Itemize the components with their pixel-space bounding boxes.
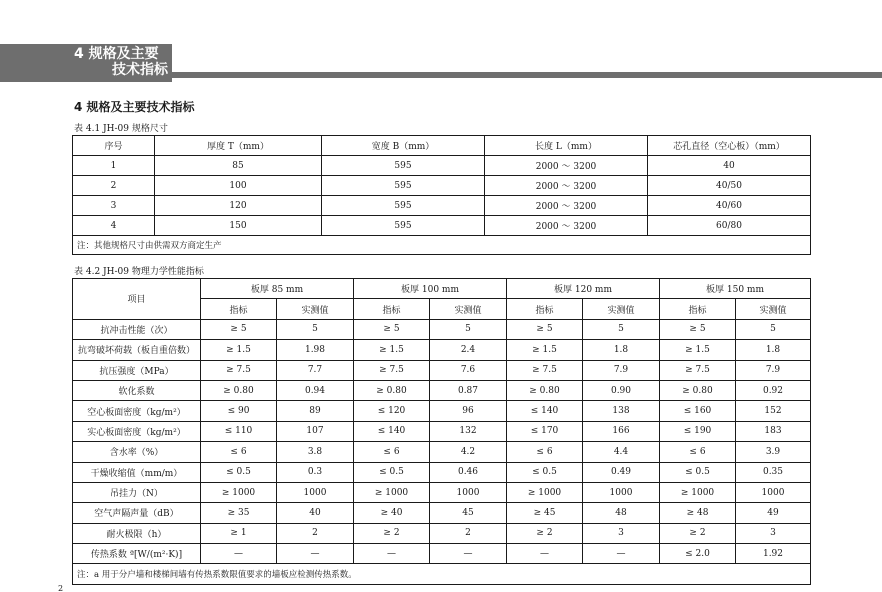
- table2-item-label: 空心板面密度（kg/m²）: [73, 401, 201, 421]
- table-cell: 4: [73, 216, 155, 236]
- table-cell: 107: [277, 421, 354, 441]
- table-cell: ≥ 1.5: [660, 340, 736, 360]
- table2-item-label: 干燥收缩值（mm/m）: [73, 462, 201, 482]
- table2-group-row: [73, 279, 811, 299]
- table-cell: 132: [430, 421, 507, 441]
- table-cell: ≤ 140: [354, 421, 430, 441]
- table-cell: 183: [736, 421, 811, 441]
- table-cell: ≥ 5: [507, 319, 583, 339]
- table-cell: 5: [277, 319, 354, 339]
- table-cell: 3.8: [277, 442, 354, 462]
- table-cell: —: [277, 544, 354, 564]
- table-cell: 120: [155, 196, 322, 216]
- table2-row: [73, 544, 811, 564]
- table-cell: ≤ 120: [354, 401, 430, 421]
- table2-item-label: 含水率（%）: [73, 442, 201, 462]
- table-cell: 1.8: [736, 340, 811, 360]
- table-cell: ≥ 2: [507, 523, 583, 543]
- table1-row: [73, 156, 811, 176]
- table-cell: ≥ 45: [507, 503, 583, 523]
- table-cell: 0.90: [583, 380, 660, 400]
- chapter-title-line1: 4 规格及主要: [74, 46, 159, 62]
- table-cell: 0.87: [430, 380, 507, 400]
- table-cell: ≤ 190: [660, 421, 736, 441]
- table-cell: 1000: [583, 482, 660, 502]
- chapter-title: [74, 46, 168, 78]
- table-cell: 5: [736, 319, 811, 339]
- table2-row: [73, 421, 811, 441]
- table-cell: ≥ 35: [201, 503, 277, 523]
- table-cell: 2: [277, 523, 354, 543]
- table-cell: ≥ 0.80: [507, 380, 583, 400]
- table-cell: ≤ 110: [201, 421, 277, 441]
- table1-header-cell: 厚度 T（mm）: [155, 136, 322, 156]
- table-cell: 4.4: [583, 442, 660, 462]
- table2-sub-header: 指标: [507, 299, 583, 319]
- table-cell: —: [430, 544, 507, 564]
- table-cell: ≤ 0.5: [201, 462, 277, 482]
- table-cell: 2.4: [430, 340, 507, 360]
- table-cell: 2000 ～ 3200: [485, 156, 648, 176]
- table-cell: 89: [277, 401, 354, 421]
- table2-note: 注：a 用于分户墙和楼梯间墙有传热系数限值要求的墙板应检测传热系数。: [73, 564, 811, 584]
- table-cell: 1000: [430, 482, 507, 502]
- table2-item-label: 抗冲击性能（次）: [73, 319, 201, 339]
- table-cell: 2000 ～ 3200: [485, 196, 648, 216]
- table-cell: 1000: [736, 482, 811, 502]
- table2-row: [73, 360, 811, 380]
- table2-item-label: 抗压强度（MPa）: [73, 360, 201, 380]
- table-cell: ≤ 170: [507, 421, 583, 441]
- table-cell: ≥ 0.80: [354, 380, 430, 400]
- table2-item-label: 传热系数 ª[W/(m²·K)]: [73, 544, 201, 564]
- table2-row: [73, 340, 811, 360]
- table-cell: 40: [648, 156, 811, 176]
- table2-group-header: 板厚 100 mm: [354, 279, 507, 299]
- table2-item-label: 吊挂力（N）: [73, 482, 201, 502]
- table1-header-cell: 序号: [73, 136, 155, 156]
- table1-note: 注：其他规格尺寸由供需双方商定生产: [73, 236, 811, 255]
- table2-sub-header: 实测值: [430, 299, 507, 319]
- table2-sub-header: 实测值: [277, 299, 354, 319]
- table-cell: ≥ 1.5: [354, 340, 430, 360]
- table-cell: ≥ 7.5: [660, 360, 736, 380]
- table-cell: 3: [73, 196, 155, 216]
- table-cell: ≥ 1000: [201, 482, 277, 502]
- chapter-title-line2: 技术指标: [112, 62, 168, 78]
- table-cell: 48: [583, 503, 660, 523]
- table-cell: 49: [736, 503, 811, 523]
- table-cell: 595: [322, 196, 485, 216]
- table2-row: [73, 380, 811, 400]
- table-cell: 96: [430, 401, 507, 421]
- table-cell: 5: [430, 319, 507, 339]
- table-cell: —: [201, 544, 277, 564]
- table-cell: 3.9: [736, 442, 811, 462]
- section-title: 4 规格及主要技术指标: [74, 100, 195, 114]
- table-cell: ≥ 5: [201, 319, 277, 339]
- table2-row: [73, 401, 811, 421]
- table-cell: ≥ 1000: [354, 482, 430, 502]
- table-cell: ≤ 2.0: [660, 544, 736, 564]
- table-cell: 100: [155, 176, 322, 196]
- table-cell: 1.98: [277, 340, 354, 360]
- table-cell: 1.92: [736, 544, 811, 564]
- table1-header-cell: 宽度 B（mm）: [322, 136, 485, 156]
- table-cell: ≤ 6: [354, 442, 430, 462]
- table-cell: ≥ 0.80: [201, 380, 277, 400]
- table-cell: 595: [322, 176, 485, 196]
- table2-group-header: 板厚 150 mm: [660, 279, 811, 299]
- table-cell: 166: [583, 421, 660, 441]
- table-cell: 7.9: [583, 360, 660, 380]
- table2-row: [73, 319, 811, 339]
- table1-row: [73, 196, 811, 216]
- table2-row: [73, 523, 811, 543]
- table-cell: 1.8: [583, 340, 660, 360]
- page-number: 2: [58, 584, 64, 592]
- table-cell: 2: [73, 176, 155, 196]
- table-cell: 40/60: [648, 196, 811, 216]
- table-cell: 7.6: [430, 360, 507, 380]
- table-cell: 40/50: [648, 176, 811, 196]
- table2-item-label: 空气声隔声量（dB）: [73, 503, 201, 523]
- table-cell: ≥ 48: [660, 503, 736, 523]
- table-cell: 595: [322, 156, 485, 176]
- table-cell: 60/80: [648, 216, 811, 236]
- table-cell: ≥ 7.5: [507, 360, 583, 380]
- table-cell: —: [583, 544, 660, 564]
- table-cell: 0.94: [277, 380, 354, 400]
- table-cell: 40: [277, 503, 354, 523]
- table2-group-header: 板厚 120 mm: [507, 279, 660, 299]
- table-cell: 0.35: [736, 462, 811, 482]
- table-cell: ≤ 6: [507, 442, 583, 462]
- table-cell: 2000 ～ 3200: [485, 176, 648, 196]
- table-cell: 595: [322, 216, 485, 236]
- table1-caption: 表 4.1 JH-09 规格尺寸: [74, 124, 168, 134]
- table-cell: ≤ 6: [201, 442, 277, 462]
- table1-header-row: [73, 136, 811, 156]
- table2-row: [73, 442, 811, 462]
- table-cell: ≥ 1.5: [507, 340, 583, 360]
- table1-header-cell: 长度 L（mm）: [485, 136, 648, 156]
- table2-item-label: 抗弯破坏荷载（板自重倍数）: [73, 340, 201, 360]
- table2-group-header: 板厚 85 mm: [201, 279, 354, 299]
- table-cell: ≤ 160: [660, 401, 736, 421]
- table2-sub-header: 指标: [660, 299, 736, 319]
- table-cell: 0.46: [430, 462, 507, 482]
- table-cell: 0.3: [277, 462, 354, 482]
- table-cell: ≥ 40: [354, 503, 430, 523]
- table-cell: 5: [583, 319, 660, 339]
- table-cell: 7.9: [736, 360, 811, 380]
- chapter-header-band: [0, 44, 882, 82]
- table-cell: 85: [155, 156, 322, 176]
- table-cell: ≤ 0.5: [660, 462, 736, 482]
- table-cell: —: [354, 544, 430, 564]
- table-cell: ≥ 2: [660, 523, 736, 543]
- table2-row: [73, 482, 811, 502]
- table2-item-header: 项目: [73, 279, 201, 320]
- table-cell: ≤ 6: [660, 442, 736, 462]
- table-cell: ≥ 1.5: [201, 340, 277, 360]
- table1-note-row: [73, 236, 811, 255]
- table-cell: ≥ 1: [201, 523, 277, 543]
- table2-sub-header: 实测值: [736, 299, 811, 319]
- table1-row: [73, 216, 811, 236]
- table-cell: ≤ 0.5: [354, 462, 430, 482]
- table-cell: 45: [430, 503, 507, 523]
- table2-caption: 表 4.2 JH-09 物理力学性能指标: [74, 267, 204, 277]
- table-cell: ≥ 1000: [507, 482, 583, 502]
- table2-item-label: 实心板面密度（kg/m²）: [73, 421, 201, 441]
- table-cell: ≥ 7.5: [354, 360, 430, 380]
- table-cell: 3: [583, 523, 660, 543]
- performance-table: [72, 278, 811, 585]
- table-cell: ≥ 2: [354, 523, 430, 543]
- table-cell: ≤ 0.5: [507, 462, 583, 482]
- table-cell: ≥ 0.80: [660, 380, 736, 400]
- chapter-tab: [0, 44, 172, 82]
- table-cell: 4.2: [430, 442, 507, 462]
- table-cell: —: [507, 544, 583, 564]
- table2-item-label: 软化系数: [73, 380, 201, 400]
- table-cell: 1000: [277, 482, 354, 502]
- table-cell: 2000 ～ 3200: [485, 216, 648, 236]
- table-cell: 150: [155, 216, 322, 236]
- table-cell: ≥ 1000: [660, 482, 736, 502]
- table2-sub-header: 指标: [354, 299, 430, 319]
- table-cell: 138: [583, 401, 660, 421]
- table-cell: ≤ 90: [201, 401, 277, 421]
- table1-row: [73, 176, 811, 196]
- table2-sub-header: 指标: [201, 299, 277, 319]
- table-cell: 2: [430, 523, 507, 543]
- table2-sub-header: 实测值: [583, 299, 660, 319]
- table2-row: [73, 462, 811, 482]
- table-cell: 0.49: [583, 462, 660, 482]
- table-cell: 1: [73, 156, 155, 176]
- table-cell: ≥ 5: [660, 319, 736, 339]
- header-rule: [172, 72, 882, 78]
- table2-row: [73, 503, 811, 523]
- table-cell: ≥ 7.5: [201, 360, 277, 380]
- table1-header-cell: 芯孔直径（空心板）（mm）: [648, 136, 811, 156]
- table2-item-label: 耐火极限（h）: [73, 523, 201, 543]
- table-cell: ≤ 140: [507, 401, 583, 421]
- table2-note-row: [73, 564, 811, 584]
- table-cell: ≥ 5: [354, 319, 430, 339]
- table-cell: 152: [736, 401, 811, 421]
- table-cell: 7.7: [277, 360, 354, 380]
- table-cell: 3: [736, 523, 811, 543]
- table-cell: 0.92: [736, 380, 811, 400]
- spec-size-table: [72, 135, 811, 255]
